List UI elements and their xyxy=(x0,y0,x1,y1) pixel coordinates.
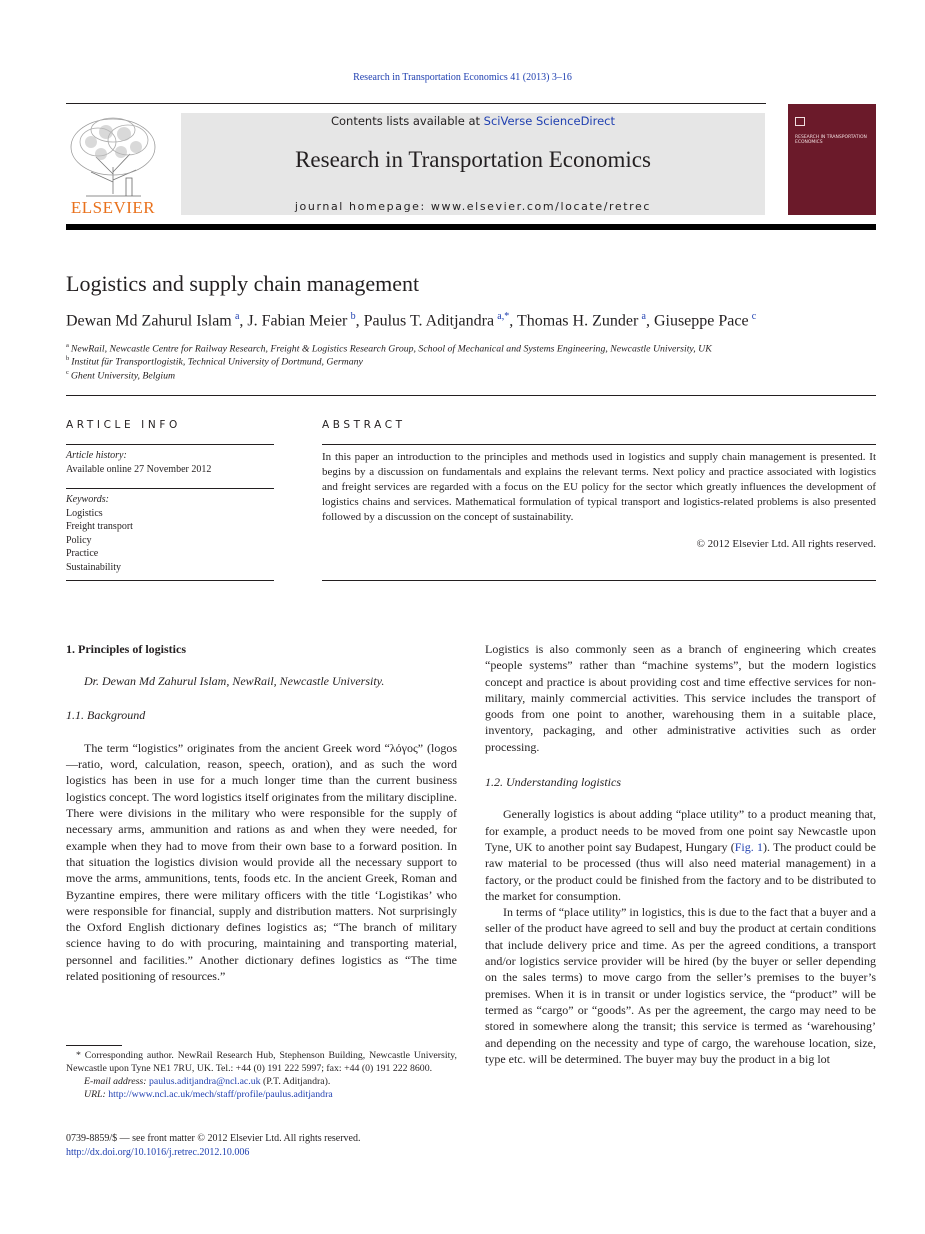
cover-title: RESEARCH IN TRANSPORTATION ECONOMICS xyxy=(795,135,867,145)
abstract-bottom-rule xyxy=(322,580,876,581)
author-affiliation-mark[interactable]: a,* xyxy=(497,311,510,322)
subsection-heading: 1.1. Background xyxy=(66,707,146,722)
article-history-rule xyxy=(66,488,274,489)
author-name: Giuseppe Pace xyxy=(653,312,749,330)
affiliation-text: Institut für Transportlogistik, Technical University of Dortmund, Germany xyxy=(71,356,363,368)
footnote-corresponding: * Corresponding author. NewRail Research Hub, Stephenson Building, Newcastle University, Newcastle upon Tyne NE1 7RU, UK. Tel.: +44 (0) 191 222 5997; fax: +44 (0) 191 222 8600. xyxy=(66,1050,457,1074)
keywords-label: Keywords: xyxy=(66,494,109,505)
email-link[interactable]: paulus.aditjandra@ncl.ac.uk xyxy=(148,1076,261,1087)
author-affiliation-mark[interactable]: b xyxy=(350,311,356,322)
history-label: Article history: xyxy=(66,450,127,461)
affiliation-mark: a xyxy=(66,342,69,349)
section-heading: 1. Principles of logistics xyxy=(66,642,186,656)
author-affiliation-mark[interactable]: c xyxy=(751,311,757,322)
abstract-heading: ABSTRACT xyxy=(322,419,406,431)
author-affiliation-mark[interactable]: a xyxy=(234,311,240,322)
author-name: Dewan Md Zahurul Islam xyxy=(66,312,232,330)
history-value: Available online 27 November 2012 xyxy=(66,463,212,475)
author-name: Paulus T. Aditjandra xyxy=(363,312,495,330)
paragraph-text: ). The product could be raw material to be processed (thus will also need material management) in a factory, or the product could be finished from the factory and to be distributed to the market for consumption. xyxy=(485,839,876,903)
left-column xyxy=(66,641,457,984)
keywords-block xyxy=(66,493,133,574)
journal-title: Research in Transportation Economics xyxy=(295,147,651,172)
cover-logo-icon xyxy=(795,117,805,126)
body-paragraph: Logistics is also commonly seen as a branch of engineering which creates “people systems” rather than “machine systems”, but the modern logistics concept and practice is about providing cost and time effective services for non-military, mainly commercial activities. This service includes the transport of goods from one point to another, warehousing them in a suitable place, inventory, packaging, and other administrative activities such as order processing. xyxy=(485,642,876,754)
abstract-text: In this paper an introduction to the principles and methods used in logistics and supply chain management is presented. It begins by a discussion on fundamentals and explains the relevant terms. Next policy and practice associated with logistics and freight services are regarded with a focus on the EU policy for the sector which greatly influences the development of logistics chains and services. Mathematical formulation of typical transport and logistics-related problems is also presented followed by a discussion on the concept of sustainability. xyxy=(322,451,876,523)
article-history xyxy=(66,449,211,476)
keyword-item: Freight transport xyxy=(66,521,133,532)
author-name: J. Fabian Meier xyxy=(247,312,348,330)
author-affiliation-mark[interactable]: a xyxy=(641,311,646,322)
contents-prefix: Contents lists available at xyxy=(330,114,484,128)
footnote-url xyxy=(66,1088,457,1101)
header-thick-rule xyxy=(66,224,876,230)
journal-reference[interactable]: Research in Transportation Economics 41 (2013) 3–16 xyxy=(353,72,572,83)
corresponding-author-footnote xyxy=(66,1049,457,1101)
article-info-heading: ARTICLE INFO xyxy=(66,419,181,431)
url-label: URL: xyxy=(84,1089,106,1100)
header-rule xyxy=(66,103,766,104)
article-title: Logistics and supply chain management xyxy=(66,271,420,296)
author-list: Dewan Md Zahurul Islam $^a$, J. Fabian Meier $^b$, Paulus T. Aditjandra $^{a,*}$, Thomas H. Zunder $^a$, Giuseppe Pace $^c$ xyxy=(66,311,757,330)
footnote-email xyxy=(66,1075,457,1088)
doi-link[interactable]: http://dx.doi.org/10.1016/j.retrec.2012.10.006 xyxy=(66,1147,250,1158)
front-matter xyxy=(66,1132,360,1160)
right-column xyxy=(485,641,876,1067)
keyword-item: Sustainability xyxy=(66,561,121,573)
affiliation-mark: b xyxy=(66,355,70,362)
affiliation-a xyxy=(66,342,712,354)
keyword-item: Logistics xyxy=(66,507,103,519)
body-paragraph: The term “logistics” originates from the ancient Greek word “λόγος” (logos—ratio, word, calculation, reason, speech, oration), and as such the word logistics has been in use for a much longer time than the current business logistics concept. The word logistics itself originates from the military discipline. There were divisions in the military who were responsible for the supply of necessary arms, ammunition and rations as and when they were needed, for example when they had to move from their own base to a forward position. In that situation the logistics division would provide all the necessary support to move the arms, ammunitions, tents, foods etc. In the ancient Greek, Roman and Byzantine empires, there were military officers with the title ‘Logistikas’ who were responsible for financial, supply and distribution matters. Not surprisingly the Oxford English dictionary defines logistics as; “The branch of military science having to do with procuring, maintaining and transporting material, personnel and facilities.” Another dictionary defines logistics as “The time related positioning of resources.” xyxy=(66,740,457,984)
figure-1-link[interactable]: Fig. 1 xyxy=(734,839,763,854)
email-label: E-mail address: xyxy=(84,1076,147,1087)
abstract-rule xyxy=(322,444,876,445)
affiliation-text: Ghent University, Belgium xyxy=(70,370,176,382)
contents-availability-line xyxy=(181,114,765,128)
body-paragraph: In terms of “place utility” in logistics, this is due to the fact that a buyer and a seller of the product have agreed to sell and buy the product at certain conditions that include delivery price and time. As per the agreed conditions, a transport and/or logistics service provider will be hired (by the buyer or seller depending on the sales terms) to move cargo from the seller’s premises to the buyer’s premises. When it is in transit or under logistics service, the “product” will be termed as “cargo” or “goods”. As per the agreement, the cargo may need to be stored in somewhere along the transit; this service is termed as ‘warehousing’ and depending on the necessity and type of cargo, the warehouse location, size, type etc. will be determined. The buyer may buy the product in a big lot xyxy=(485,905,876,1066)
issn-line: 0739-8859/$ — see front matter © 2012 Elsevier Ltd. All rights reserved. xyxy=(66,1133,361,1144)
journal-homepage[interactable]: journal homepage: www.elsevier.com/locate/retrec xyxy=(294,200,652,213)
affiliation-mark: c xyxy=(66,369,69,376)
url-link[interactable]: http://www.ncl.ac.uk/mech/staff/profile/paulus.aditjandra xyxy=(108,1089,333,1100)
affiliation-c xyxy=(66,369,175,381)
affiliation-text: NewRail, Newcastle Centre for Railway Research, Freight & Logistics Research Group, School of Mechanical and Systems Engineering, Newcastle University, UK xyxy=(70,343,712,355)
section-byline: Dr. Dewan Md Zahurul Islam, NewRail, Newcastle University. xyxy=(84,674,385,689)
author-name: Thomas H. Zunder xyxy=(516,312,639,330)
email-suffix: (P.T. Aditjandra). xyxy=(260,1076,331,1087)
elsevier-wordmark: ELSEVIER xyxy=(70,198,156,217)
keywords-rule xyxy=(66,580,274,581)
subsection-heading: 1.2. Understanding logistics xyxy=(485,775,622,790)
keyword-item: Policy xyxy=(66,534,92,546)
title-block-rule xyxy=(66,395,876,396)
abstract-copyright: © 2012 Elsevier Ltd. All rights reserved. xyxy=(696,538,876,550)
body-paragraph xyxy=(485,806,876,904)
article-info-rule xyxy=(66,444,274,445)
affiliation-b xyxy=(66,355,363,367)
keyword-item: Practice xyxy=(66,548,99,559)
footnote-rule xyxy=(66,1045,122,1046)
sciencedirect-link[interactable]: SciVerse ScienceDirect xyxy=(483,114,616,128)
paragraph-text: Generally logistics is about adding “place utility” to a product meaning that, for example, a product needs to be moved from one point say Newcastle upon Tyne, UK to another point say Budapest, Hungary ( xyxy=(485,807,876,854)
